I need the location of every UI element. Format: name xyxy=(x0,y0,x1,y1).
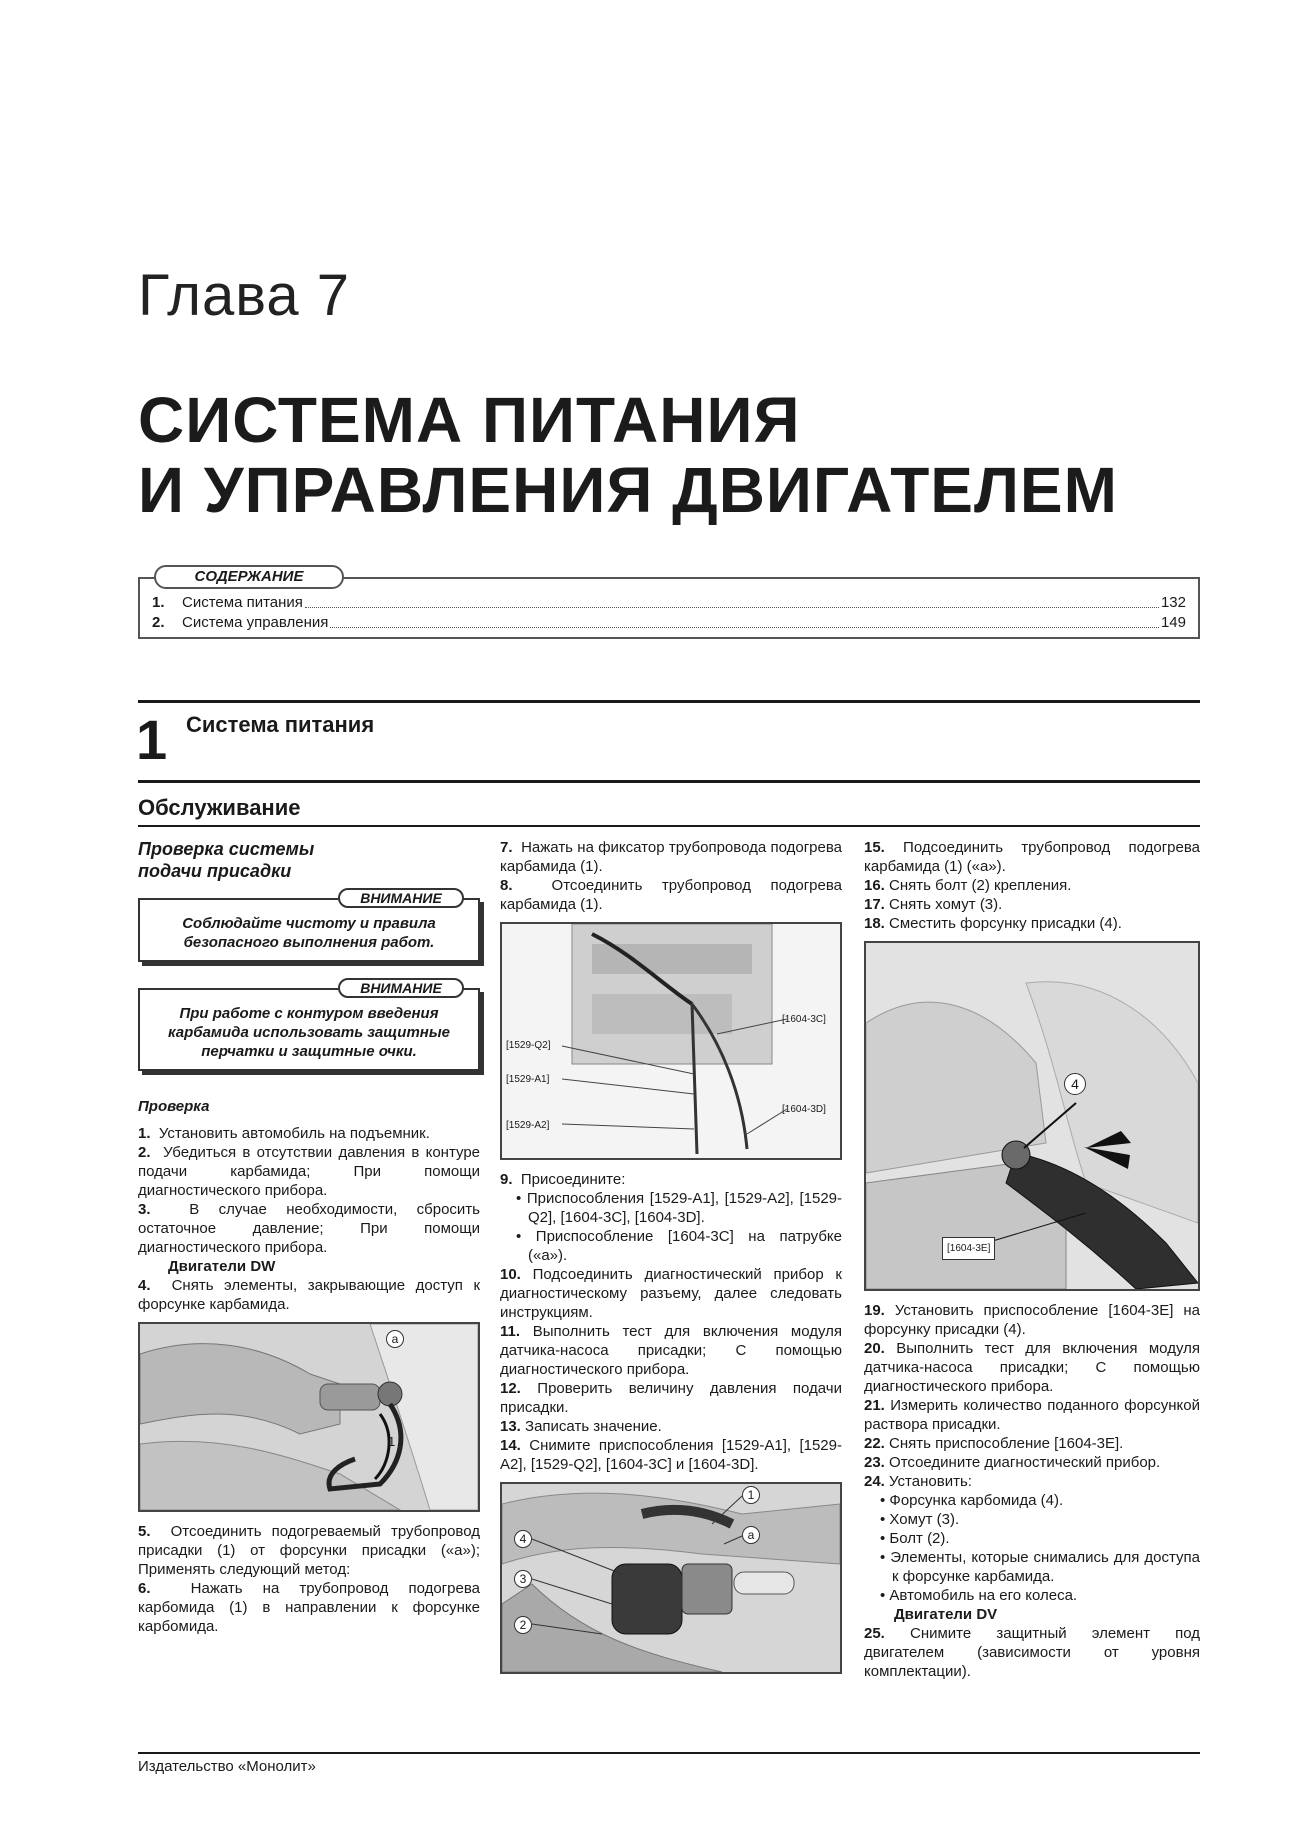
bullet: • Элементы, которые снимались для доступа к форсунке карбамида. xyxy=(880,1549,1200,1585)
bullet: • Форсунка карбомида (4). xyxy=(880,1492,1064,1509)
chapter-label: Глава 7 xyxy=(138,263,351,328)
step xyxy=(864,1453,1200,1472)
step-text: Снять болт (2) крепления. xyxy=(889,877,1072,894)
warning-box xyxy=(138,890,480,962)
step xyxy=(500,1379,842,1417)
figure-label: [1529-A2] xyxy=(506,1120,550,1131)
step-text: Снять хомут (3). xyxy=(889,896,1003,913)
figure-callout-1: 1 xyxy=(388,1434,396,1449)
subsection-title: Обслуживание xyxy=(138,795,301,820)
toc-entry-num: 2. xyxy=(152,614,165,631)
section-rule-bottom xyxy=(138,780,1200,783)
step-num: 5. xyxy=(138,1523,151,1540)
step-num: 8. xyxy=(500,877,513,894)
toc-entry-num: 1. xyxy=(152,594,165,611)
figure-label: [1604-3C] xyxy=(782,1014,826,1025)
check-heading: Проверка xyxy=(138,1098,210,1115)
step-num: 21. xyxy=(864,1397,885,1414)
step-text: Подсоединить трубопровод подогрева карбамида (1) («а»). xyxy=(864,839,1200,875)
step-text: Проверить величину давления подачи присадки. xyxy=(500,1380,842,1416)
step-text: Выполнить тест для включения модуля датчика-насоса присадки; С помощью диагностического прибора. xyxy=(864,1340,1200,1395)
step xyxy=(864,1396,1200,1434)
step-num: 25. xyxy=(864,1625,885,1642)
procedure-heading-line2: подачи присадки xyxy=(138,861,292,881)
engine-heading: Двигатели DW xyxy=(168,1258,276,1275)
section-rule-top xyxy=(138,700,1200,703)
step-num: 24. xyxy=(864,1473,885,1490)
figure-measure-tool-drawing xyxy=(866,943,1198,1289)
figure-callout-4: 4 xyxy=(1064,1073,1086,1095)
step-num: 12. xyxy=(500,1380,521,1397)
step-num: 9. xyxy=(500,1171,513,1188)
step xyxy=(500,1322,842,1379)
toc-leader xyxy=(305,593,1159,608)
step-num: 23. xyxy=(864,1454,885,1471)
figure-label: [1529-A1] xyxy=(506,1074,550,1085)
step xyxy=(138,1143,480,1200)
toc-leader xyxy=(330,613,1159,628)
section-number: 1 xyxy=(136,708,168,771)
step-num: 13. xyxy=(500,1418,521,1435)
step-num: 3. xyxy=(138,1201,151,1218)
figure-callout-1: 1 xyxy=(742,1486,760,1504)
toc-entry-page: 132 xyxy=(1160,594,1186,611)
step-num: 15. xyxy=(864,839,885,856)
subsection-rule xyxy=(138,825,1200,827)
step-text: Присоедините: xyxy=(520,1171,626,1188)
step xyxy=(864,1339,1200,1396)
step xyxy=(864,1624,1200,1681)
step-num: 19. xyxy=(864,1302,885,1319)
step-text: Отсоедините диагностический прибор. xyxy=(889,1454,1161,1471)
step-num: 7. xyxy=(500,839,513,856)
chapter-title xyxy=(138,385,1118,525)
section-title: Система питания xyxy=(186,712,375,737)
step xyxy=(138,1579,480,1636)
step xyxy=(500,838,842,876)
step-num: 18. xyxy=(864,915,885,932)
step-text: Записать значение. xyxy=(525,1418,662,1435)
step-text: Отсоединить трубопровод подогрева карбамида (1). xyxy=(500,877,842,913)
toc-entry[interactable] xyxy=(152,613,1186,633)
step-num: 4. xyxy=(138,1277,151,1294)
step-text: Установить автомобиль на подъемник. xyxy=(158,1125,430,1142)
step-text: Снимите защитный элемент под двигателем (зависимости от уровня комплектации). xyxy=(864,1625,1200,1680)
toc-entry[interactable] xyxy=(152,593,1186,613)
step xyxy=(864,1472,1200,1491)
step xyxy=(864,1434,1200,1453)
figure-pressure-tools xyxy=(500,922,842,1160)
step xyxy=(500,1417,842,1436)
step xyxy=(864,838,1200,876)
step xyxy=(864,876,1200,895)
step xyxy=(138,1522,480,1579)
column-3 xyxy=(864,838,1200,1681)
step-num: 22. xyxy=(864,1435,885,1452)
step xyxy=(500,1170,842,1189)
column-2 xyxy=(500,838,842,1684)
figure-label: [1529-Q2] xyxy=(506,1040,551,1051)
chapter-title-line1: СИСТЕМА ПИТАНИЯ xyxy=(138,384,801,456)
bullet: • Приспособления [1529-A1], [1529-A2], [1529-Q2], [1604-3C], [1604-3D]. xyxy=(516,1190,842,1226)
step-text: Сместить форсунку присадки (4). xyxy=(889,915,1122,932)
step-text: Нажать на фиксатор трубопровода подогрева карбамида (1). xyxy=(500,839,842,875)
procedure-heading-line1: Проверка системы xyxy=(138,839,315,859)
procedure-heading xyxy=(138,838,480,882)
step xyxy=(864,1301,1200,1339)
step xyxy=(138,1276,480,1314)
step-text: В случае необходимости, сбросить остаточное давление; При помощи диагностического прибора. xyxy=(138,1201,480,1256)
step xyxy=(500,1265,842,1322)
bullet: • Хомут (3). xyxy=(880,1511,960,1528)
footer-publisher: Издательство «Монолит» xyxy=(138,1758,316,1775)
bullet: • Приспособление [1604-3C] на патрубке («а»). xyxy=(516,1228,842,1264)
toc-label: СОДЕРЖАНИЕ xyxy=(154,565,344,589)
toc-entry-title: Система питания xyxy=(182,594,303,611)
figure-callout-a: a xyxy=(742,1526,760,1544)
warning-box xyxy=(138,980,480,1071)
toc-entry-page: 149 xyxy=(1160,614,1186,631)
toc-entry-title: Система управления xyxy=(182,614,329,631)
figure-callout-3: 3 xyxy=(514,1570,532,1588)
figure-callout-4: 4 xyxy=(514,1530,532,1548)
figure-measure-tool xyxy=(864,941,1200,1291)
column-1 xyxy=(138,838,480,1636)
step xyxy=(500,1436,842,1474)
step xyxy=(864,895,1200,914)
step xyxy=(864,914,1200,933)
bullet: • Автомобиль на его колеса. xyxy=(880,1587,1078,1604)
step-num: 16. xyxy=(864,877,885,894)
warning-label: ВНИМАНИЕ xyxy=(338,888,464,908)
figure-urea-pipe xyxy=(138,1322,480,1512)
warning-text: При работе с контуром введения карбамида использовать защитные перчатки и защитные очки. xyxy=(168,1005,450,1060)
step-num: 17. xyxy=(864,896,885,913)
step-text: Подсоединить диагностический прибор к диагностическому разъему, далее следовать инструкциям. xyxy=(500,1266,842,1321)
step-text: Отсоединить подогреваемый трубопровод присадки (1) от форсунки присадки («а»); Применять следующий метод: xyxy=(138,1523,480,1578)
warning-text: Соблюдайте чистоту и правила безопасного выполнения работ. xyxy=(182,915,436,951)
step-text: Измерить количество поданного форсункой раствора присадки. xyxy=(864,1397,1200,1433)
step-num: 20. xyxy=(864,1340,885,1357)
step-num: 2. xyxy=(138,1144,151,1161)
figure-label: [1604-3E] xyxy=(942,1237,995,1260)
step-text: Выполнить тест для включения модуля датчика-насоса присадки; С помощью диагностического прибора. xyxy=(500,1323,843,1378)
figure-label: [1604-3D] xyxy=(782,1104,826,1115)
step xyxy=(138,1200,480,1257)
step xyxy=(138,1124,480,1143)
step-num: 10. xyxy=(500,1266,521,1283)
step-num: 11. xyxy=(500,1323,521,1340)
step-text: Установить приспособление [1604-3E] на форсунку присадки (4). xyxy=(864,1302,1200,1338)
warning-label: ВНИМАНИЕ xyxy=(338,978,464,998)
step-text: Снимите приспособления [1529-A1], [1529-A2], [1529-Q2], [1604-3C] и [1604-3D]. xyxy=(500,1437,842,1473)
bullet: • Болт (2). xyxy=(880,1530,950,1547)
figure-pressure-tools-drawing xyxy=(502,924,840,1158)
figure-callout-a: a xyxy=(386,1330,404,1348)
figure-urea-pipe-drawing xyxy=(140,1324,478,1510)
step-text: Установить: xyxy=(889,1473,972,1490)
step-text: Снять элементы, закрывающие доступ к форсунке карбамида. xyxy=(138,1277,481,1313)
figure-injector xyxy=(500,1482,842,1674)
figure-callout-2: 2 xyxy=(514,1616,532,1634)
step-text: Снять приспособление [1604-3E]. xyxy=(889,1435,1124,1452)
table-of-contents xyxy=(138,568,1200,639)
chapter-title-line2: И УПРАВЛЕНИЯ ДВИГАТЕЛЕМ xyxy=(138,454,1118,526)
step-text: Нажать на трубопровод подогрева карбомида (1) в направлении к форсунке карбомида. xyxy=(138,1580,480,1635)
step-num: 14. xyxy=(500,1437,521,1454)
step-num: 6. xyxy=(138,1580,151,1597)
footer-rule xyxy=(138,1752,1200,1754)
step-num: 1. xyxy=(138,1125,151,1142)
step xyxy=(500,876,842,914)
engine-heading: Двигатели DV xyxy=(894,1606,998,1623)
figure-injector-drawing xyxy=(502,1484,840,1672)
step-text: Убедиться в отсутствии давления в контуре подачи карбамида; При помощи диагностического прибора. xyxy=(138,1144,480,1199)
